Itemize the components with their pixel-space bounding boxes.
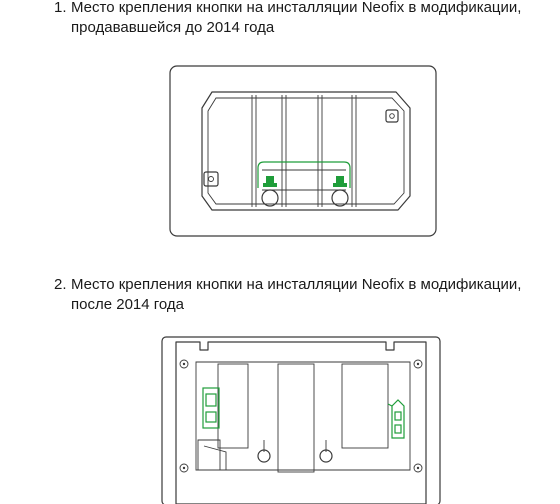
side-tab-right bbox=[386, 110, 398, 122]
frame-inner-outline bbox=[208, 98, 404, 204]
frame-outline bbox=[176, 342, 426, 504]
button-mount-area bbox=[258, 162, 350, 206]
button-clip-left bbox=[203, 388, 219, 428]
lower-left-wedge bbox=[204, 446, 226, 470]
mount-clip-left bbox=[263, 176, 277, 187]
diagram-pre-2014-frame bbox=[170, 66, 436, 236]
bottom-rollers bbox=[258, 440, 332, 462]
caption-number-2: 2. bbox=[54, 276, 67, 293]
caption-line-1b: продававшейся до 2014 года bbox=[71, 19, 275, 36]
caption-line-1a: Место крепления кнопки на инсталляции Neofix в модификации, bbox=[71, 0, 522, 16]
side-tab-left bbox=[204, 172, 218, 186]
button-clip-right bbox=[388, 400, 404, 438]
mount-clip-right bbox=[333, 176, 347, 187]
caption-line-2a: Место крепления кнопки на инсталляции Neofix в модификации, bbox=[71, 276, 522, 293]
caption-line-2b: после 2014 года bbox=[71, 296, 185, 313]
diagram-post-2014-frame bbox=[162, 337, 440, 504]
lower-left-block bbox=[198, 440, 220, 470]
frame-windows bbox=[218, 364, 388, 472]
frame-outline bbox=[202, 92, 410, 210]
caption-number-1: 1. bbox=[54, 0, 67, 16]
frame-inner-outline bbox=[196, 362, 410, 470]
